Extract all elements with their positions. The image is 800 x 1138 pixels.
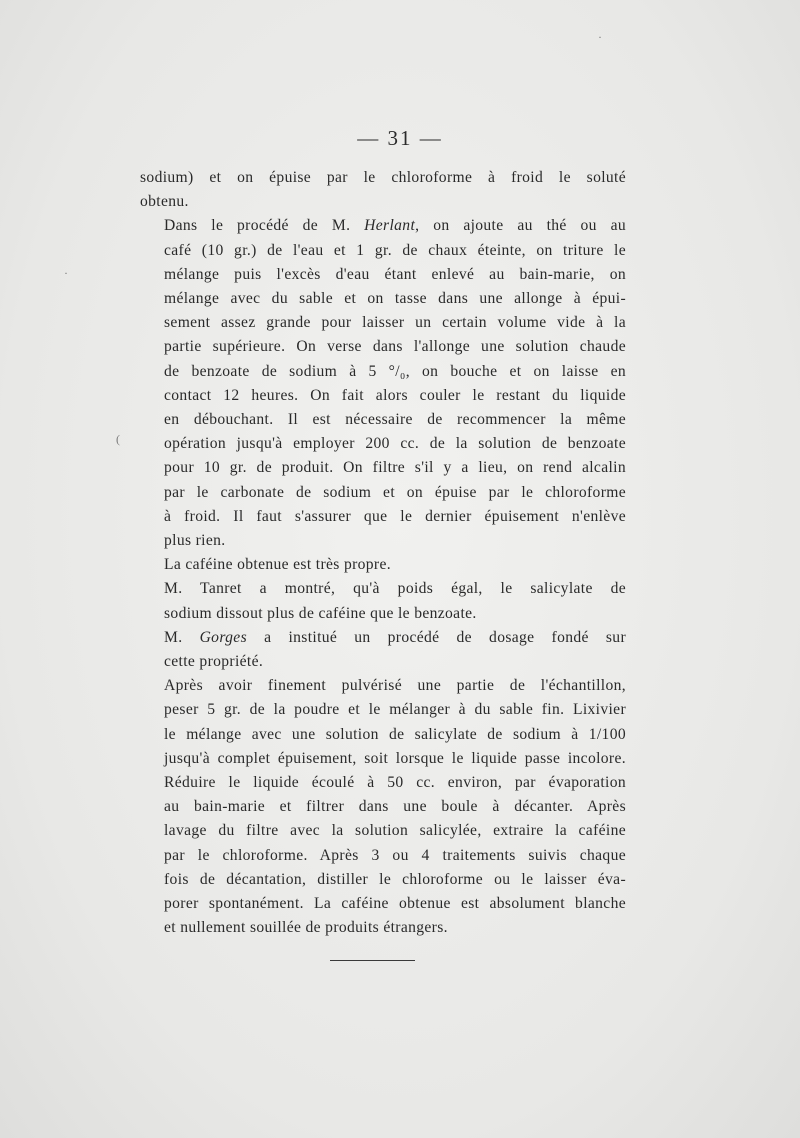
scan-speck: · <box>64 266 68 280</box>
text-line: par le carbonate de sodium et on épuise par le chloroforme <box>164 483 626 501</box>
text-line: Réduire le liquide écoulé à 50 cc. environ, par évaporation <box>164 774 626 792</box>
text-line: au bain-marie et filtrer dans une boule à décanter. Après <box>164 798 626 816</box>
scan-speck: · <box>598 30 602 44</box>
text-line: Après avoir finement pulvérisé une partie de l'échantillon, <box>164 677 626 695</box>
text-line: jusqu'à complet épuisement, soit lorsque le liquide passe incolore. <box>164 749 626 767</box>
paragraph <box>140 166 626 214</box>
body-text <box>140 166 626 941</box>
text-line: en débouchant. Il est nécessaire de recommencer la même <box>164 411 626 429</box>
text-line: Dans le procédé de M. Herlant, on ajoute au thé ou au <box>164 217 627 235</box>
text-line: plus rien. <box>164 532 226 550</box>
scan-speck: ( <box>116 432 120 446</box>
text-line: partie supérieure. On verse dans l'allonge une solution chaude <box>164 338 626 356</box>
text-line: et nullement souillée de produits étrangers. <box>164 919 448 937</box>
text-line: M. Gorges a institué un procédé de dosage fondé sur <box>164 628 626 646</box>
paragraph <box>140 553 626 577</box>
text-line: sement assez grande pour laisser un certain volume vide à la <box>164 314 626 332</box>
text-line: fois de décantation, distiller le chloroforme ou le laisser éva- <box>164 870 626 888</box>
text-line: obtenu. <box>140 193 189 211</box>
text-line: le mélange avec une solution de salicylate de sodium à 1/100 <box>164 725 626 743</box>
text-line: lavage du filtre avec la solution salicylée, extraire la caféine <box>164 822 626 840</box>
text-line: contact 12 heures. On fait alors couler le restant du liquide <box>164 386 626 404</box>
text-line: La caféine obtenue est très propre. <box>164 556 391 574</box>
text-line: de benzoate de sodium à 5 °/₀, on bouche et on laisse en <box>164 362 626 380</box>
page-number: — 31 — <box>357 126 443 150</box>
text-line: M. Tanret a montré, qu'à poids égal, le salicylate de <box>164 580 626 598</box>
text-line: à froid. Il faut s'assurer que le dernier épuisement n'enlève <box>164 507 626 525</box>
end-rule <box>330 960 415 961</box>
text-line: pour 10 gr. de produit. On filtre s'il y a lieu, on rend alcalin <box>164 459 626 477</box>
text-line: mélange avec du sable et on tasse dans une allonge à épui- <box>164 290 626 308</box>
text-line: sodium) et on épuise par le chloroforme à froid le soluté <box>140 169 626 186</box>
text-line: peser 5 gr. de la poudre et le mélanger à du sable fin. Lixivier <box>164 701 626 719</box>
text-line: par le chloroforme. Après 3 ou 4 traitements suivis chaque <box>164 846 626 864</box>
paragraph <box>140 577 626 625</box>
paragraph <box>140 626 626 674</box>
paragraph <box>140 674 626 940</box>
text-line: café (10 gr.) de l'eau et 1 gr. de chaux éteinte, on triture le <box>164 241 626 259</box>
text-line: porer spontanément. La caféine obtenue est absolument blanche <box>164 895 626 913</box>
text-line: opération jusqu'à employer 200 cc. de la solution de benzoate <box>164 435 626 453</box>
text-line: cette propriété. <box>164 653 264 671</box>
text-line: sodium dissout plus de caféine que le benzoate. <box>164 604 477 622</box>
paragraph <box>140 214 626 553</box>
text-line: mélange puis l'excès d'eau étant enlevé au bain-marie, on <box>164 265 626 283</box>
